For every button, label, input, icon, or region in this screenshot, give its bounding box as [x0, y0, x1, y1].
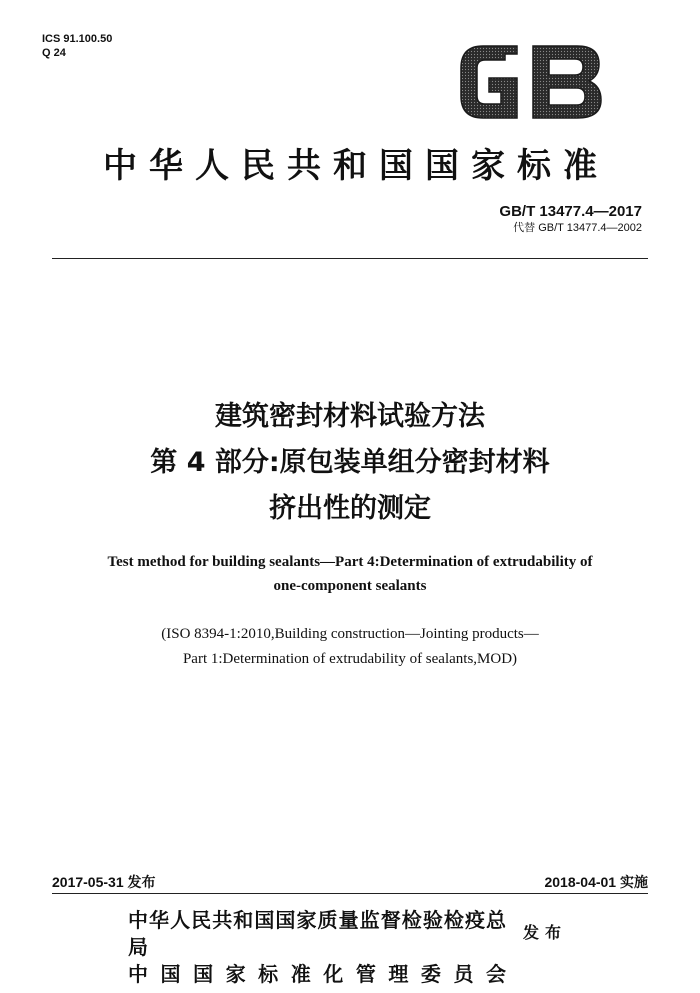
- english-title: [0, 550, 700, 598]
- implementation-date: 2018-04-01 实施: [544, 874, 648, 890]
- replaces-standard: 代替 GB/T 13477.4—2002: [513, 222, 642, 234]
- english-title-line-2: one-component sealants: [273, 578, 427, 594]
- issued-by-label: 发布: [523, 923, 568, 942]
- national-standard-title: 中华人民共和国国家标准: [103, 146, 609, 186]
- issuer-sac: 中 国 国 家 标 准 化 管 理 委 员 会: [128, 962, 506, 986]
- standard-number-block: [499, 203, 642, 235]
- chinese-title-line-2: 第 4 部分:原包装单组分密封材料: [150, 447, 550, 478]
- iso-reference-line-1: (ISO 8394-1:2010,Building construction—Jointing products—: [161, 626, 539, 642]
- issuing-organizations: [128, 907, 506, 988]
- ics-code: ICS 91.100.50: [42, 33, 113, 45]
- english-title-line-1: Test method for building sealants—Part 4:Determination of extrudability of: [107, 554, 593, 570]
- iso-reference: [0, 622, 700, 672]
- chinese-title-line-3: 挤出性的测定: [269, 493, 431, 524]
- iso-reference-line-2: Part 1:Determination of extrudability of sealants,MOD): [182, 651, 518, 667]
- chinese-title: [0, 394, 700, 532]
- gb-logo-icon: [455, 44, 605, 120]
- ccs-code: Q 24: [42, 47, 66, 59]
- issuer-aqsiq: 中华人民共和国国家质量监督检验检疫总局: [128, 908, 506, 959]
- header-divider: [52, 258, 648, 259]
- standard-number: GB/T 13477.4—2017: [499, 203, 642, 220]
- classification-codes: [42, 32, 112, 60]
- chinese-title-line-1: 建筑密封材料试验方法: [215, 401, 485, 432]
- footer-divider: [52, 893, 648, 894]
- issue-date: 2017-05-31 发布: [52, 874, 156, 890]
